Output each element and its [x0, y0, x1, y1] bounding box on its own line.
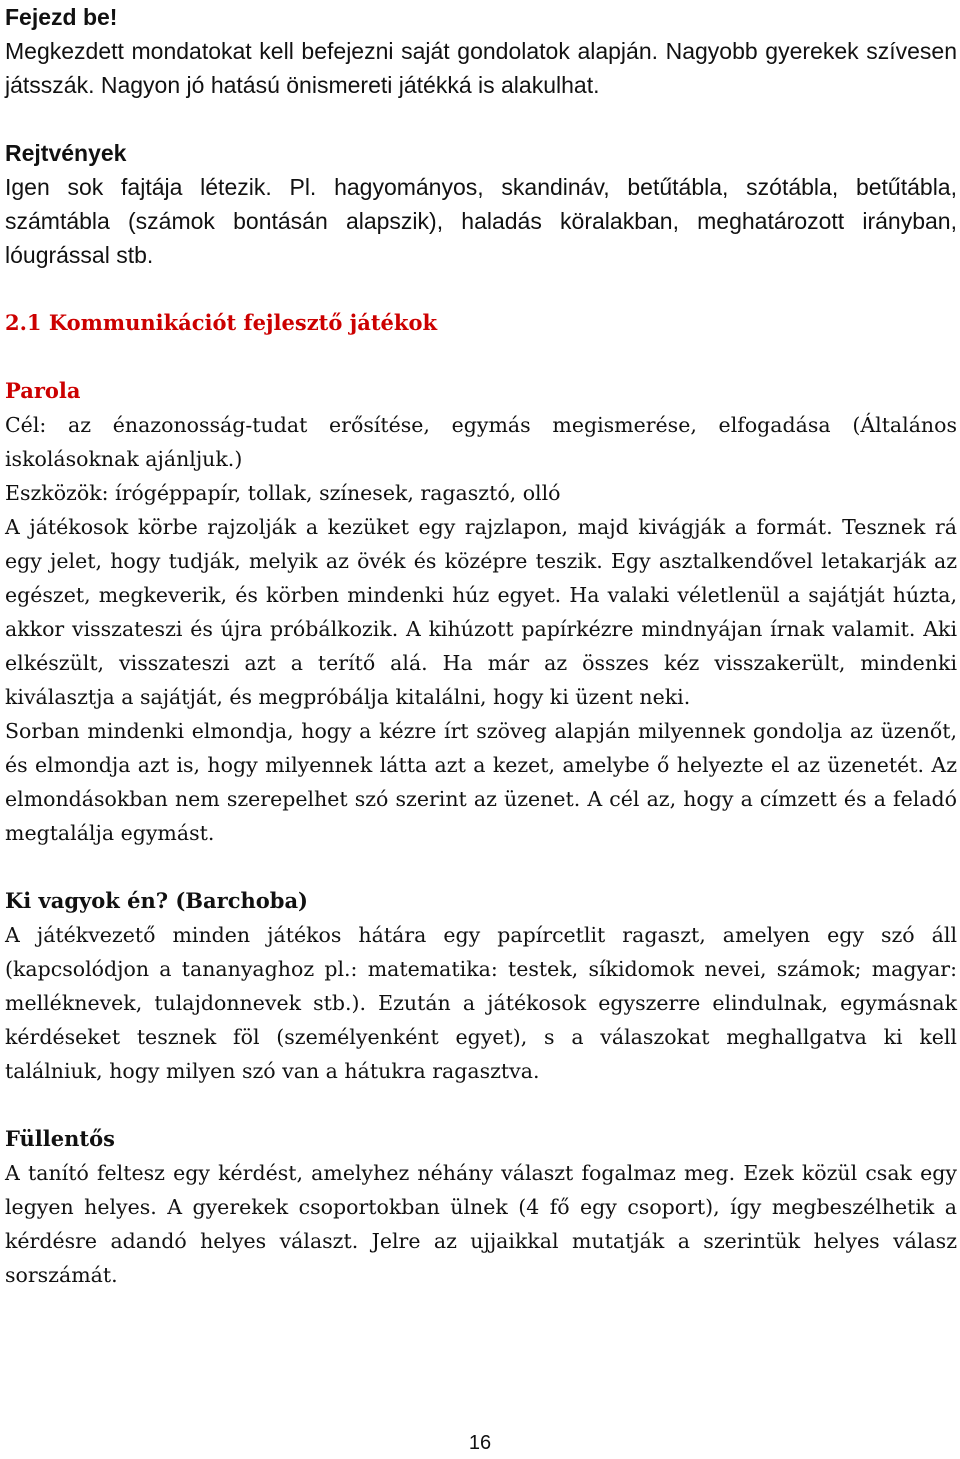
paragraph-parola-body1: A játékosok körbe rajzolják a kezüket egy rajzlapon, majd kivágják a formát. Tesznek rá egy jelet, hogy tudják, melyik az övék és középre teszik. Egy asztalkendővel letakarják az egészet, megkeverik, és körben mindenki húz egyet. Ha valaki véletlenül a sajátját húzta, akkor visszateszi és újra próbálkozik. A kihúzott papírkézre mindnyájan írnak valamit. Aki elkészült, visszateszi azt a terítő alá. Ha már az összes kéz visszakerült, mindenki kiválasztja a sajátját, és megpróbálja kitalálni, hogy ki üzent neki.	[5, 515, 957, 709]
paragraph-parola-cel: Cél: az énazonosság-tudat erősítése, egymás megismerése, elfogadása (Általános iskolásoknak ajánljuk.)	[5, 413, 957, 471]
spacer	[5, 272, 957, 306]
page-number: 16	[468, 1432, 492, 1454]
spacer	[5, 340, 957, 374]
heading-fejezd-be: Fejezd be!	[5, 4, 118, 30]
heading-fullentos: Füllentős	[5, 1126, 115, 1151]
paragraph-parola-body2: Sorban mindenki elmondja, hogy a kézre írt szöveg alapján milyennek gondolja az üzenőt, és elmondja azt is, hogy milyennek látta azt a kezet, amelybe ő helyezte el az üzenetét. Az elmondásokban nem szerepelhet szó szerint az üzenet. A cél az, hogy a címzett és a feladó megtalálja egymást.	[5, 719, 957, 845]
heading-ki-vagyok-en: Ki vagyok én? (Barchoba)	[5, 888, 308, 913]
paragraph-fejezd-be: Megkezdett mondatokat kell befejezni saját gondolatok alapján. Nagyobb gyerekek szívesen játsszák. Nagyon jó hatású önismereti játékká is alakulhat.	[5, 38, 957, 98]
spacer	[5, 1088, 957, 1122]
spacer	[5, 850, 957, 884]
document-page	[5, 0, 957, 1292]
heading-parola: Parola	[5, 378, 81, 403]
paragraph-ki-vagyok-en: A játékvezető minden játékos hátára egy papírcetlit ragaszt, amelyen egy szó áll (kapcsolódjon a tananyaghoz pl.: matematika: testek, síkidomok nevei, számok; magyar: melléknevek, tulajdonnevek stb.). Ezután a játékosok egyszerre elindulnak, egymásnak kérdéseket tesznek föl (személyenként egyet), s a válaszokat meghallgatva ki kell találniuk, hogy milyen szó van a hátukra ragasztva.	[5, 923, 957, 1083]
chapter-heading: 2.1 Kommunikációt fejlesztő játékok	[5, 310, 438, 335]
paragraph-rejtvenyek: Igen sok fajtája létezik. Pl. hagyományos, skandináv, betűtábla, szótábla, betűtábla, számtábla (számok bontásán alapszik), haladás köralakban, meghatározott irányban, lóugrással stb.	[5, 174, 957, 268]
paragraph-fullentos: A tanító feltesz egy kérdést, amelyhez néhány választ fogalmaz meg. Ezek közül csak egy legyen helyes. A gyerekek csoportokban ülnek (4 fő egy csoport), így megbeszélhetik a kérdésre adandó helyes választ. Jelre az ujjaikkal mutatják a szerintük helyes válasz sorszámát.	[5, 1161, 957, 1287]
spacer	[5, 102, 957, 136]
paragraph-parola-eszkozok: Eszközök: írógéppapír, tollak, színesek, ragasztó, olló	[5, 481, 561, 505]
heading-rejtvenyek: Rejtvények	[5, 140, 127, 166]
